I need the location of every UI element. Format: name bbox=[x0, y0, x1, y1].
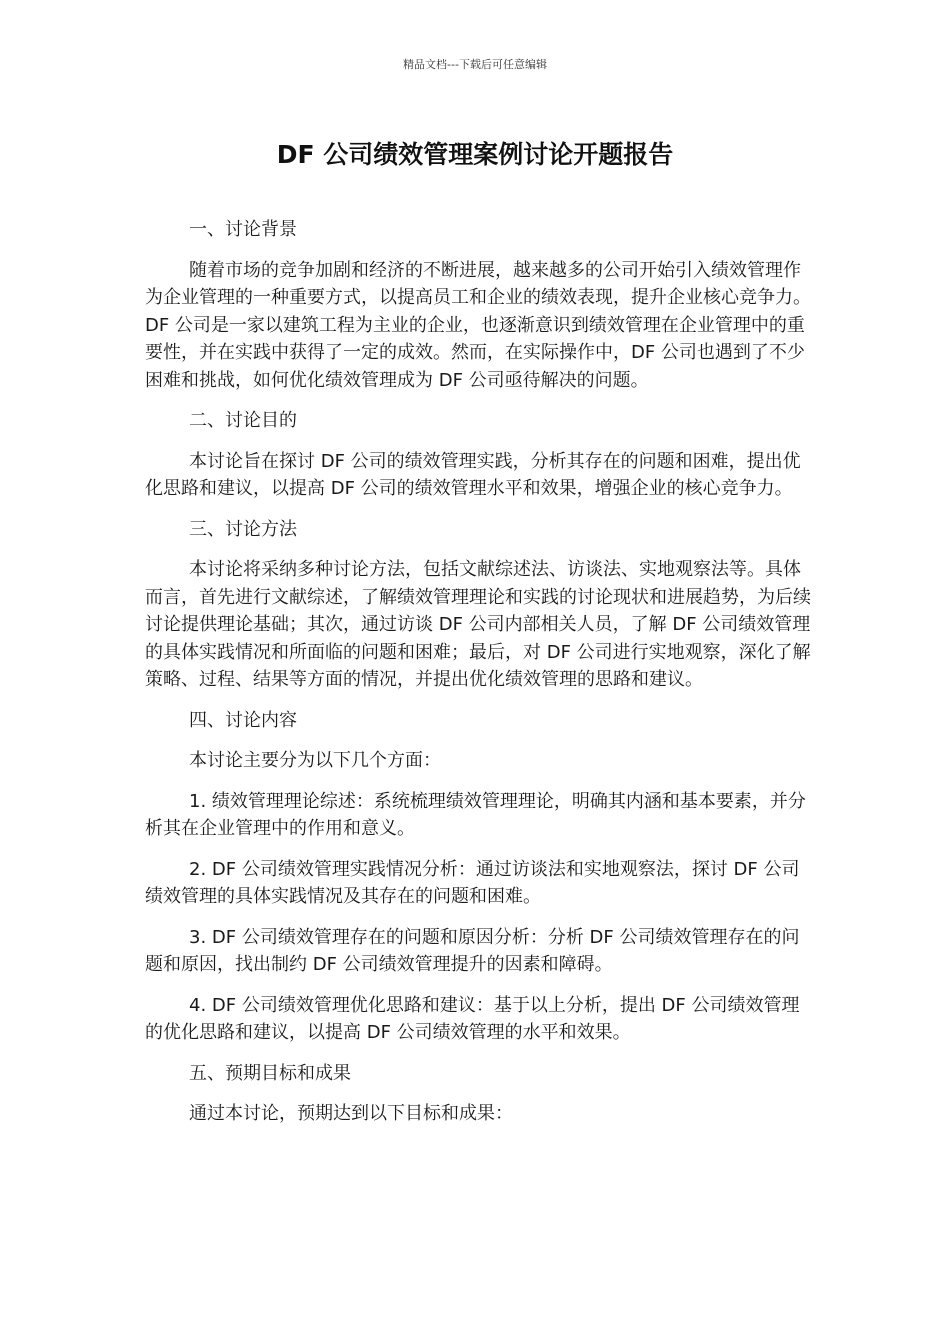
content-list-item: 4. DF 公司绩效管理优化思路和建议：基于以上分析，提出 DF 公司绩效管理的优化思路和建议，以提高 DF 公司绩效管理的水平和效果。 bbox=[145, 994, 800, 1043]
content-list-item: 1. 绩效管理理论综述：系统梳理绩效管理理论，明确其内涵和基本要素，并分析其在企业管理中的作用和意义。 bbox=[145, 790, 806, 839]
section-heading-method: 三、讨论方法 bbox=[189, 518, 297, 540]
section-heading-background: 一、讨论背景 bbox=[189, 219, 297, 240]
expected-goals-intro: 通过本讨论，预期达到以下目标和成果： bbox=[189, 1103, 513, 1124]
section-heading-purpose: 二、讨论目的 bbox=[189, 410, 297, 431]
section-heading-expected-goals: 五、预期目标和成果 bbox=[189, 1062, 351, 1084]
content-list-item: 3. DF 公司绩效管理存在的问题和原因分析：分析 DF 公司绩效管理存在的问题和原因，找出制约 DF 公司绩效管理提升的因素和障碍。 bbox=[145, 926, 800, 975]
document-body bbox=[145, 216, 815, 1141]
document-title: DF 公司绩效管理案例讨论开题报告 bbox=[276, 140, 674, 169]
purpose-paragraph: 本讨论旨在探讨 DF 公司的绩效管理实践，分析其存在的问题和困难，提出优化思路和建议，以提高 DF 公司的绩效管理水平和效果，增强企业的核心竞争力。 bbox=[145, 450, 801, 499]
background-paragraph: 随着市场的竞争加剧和经济的不断进展，越来越多的公司开始引入绩效管理作为企业管理的一种重要方式，以提高员工和企业的绩效表现，提升企业核心竞争力。DF 公司是一家以建筑工程为主业的企业，也逐渐意识到绩效管理在企业管理中的重要性，并在实践中获得了一定的成效。然而，在实际操作中，DF 公司也遇到了不少困难和挑战，如何优化绩效管理成为 DF 公司亟待解决的问题。 bbox=[145, 259, 811, 391]
method-paragraph: 本讨论将采纳多种讨论方法，包括文献综述法、访谈法、实地观察法等。具体而言，首先进行文献综述，了解绩效管理理论和实践的讨论现状和进展趋势，为后续讨论提供理论基础；其次，通过访谈 DF 公司内部相关人员，了解 DF 公司绩效管理的具体实践情况和所面临的问题和困难；最后，对 DF 公司进行实地观察，深化了解策略、过程、结果等方面的情况，并提出优化绩效管理的思路和建议。 bbox=[145, 559, 811, 690]
content-intro-paragraph: 本讨论主要分为以下几个方面： bbox=[189, 750, 441, 771]
section-heading-content: 四、讨论内容 bbox=[189, 709, 297, 731]
content-list-item: 2. DF 公司绩效管理实践情况分析：通过访谈法和实地观察法，探讨 DF 公司绩效管理的具体实践情况及其存在的问题和困难。 bbox=[145, 858, 800, 907]
page-header-note: 精品文档---下载后可任意编辑 bbox=[403, 58, 547, 71]
